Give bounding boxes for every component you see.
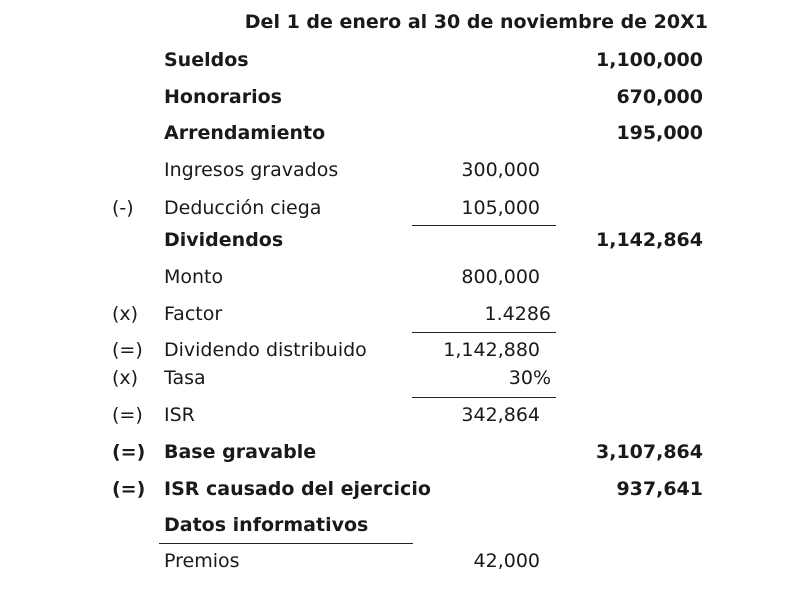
total-amount: 1,100,000 <box>596 49 703 71</box>
section-heading <box>0 512 809 538</box>
concept-label: Ingresos gravados <box>164 159 339 181</box>
partial-amount: 105,000 <box>461 197 540 219</box>
subtotal-rule <box>412 332 556 333</box>
table-row <box>0 365 809 391</box>
subtotal-rule <box>412 225 556 226</box>
total-amount: 670,000 <box>616 86 703 108</box>
concept-label: ISR <box>164 404 195 426</box>
concept-label: Arrendamiento <box>164 122 326 144</box>
table-row <box>0 84 809 110</box>
concept-label: Premios <box>164 550 240 572</box>
subtotal-rule <box>412 397 556 398</box>
operator: (x) <box>112 367 139 389</box>
concept-label: Dividendo distribuido <box>164 339 367 361</box>
table-row <box>0 337 809 363</box>
total-amount: 3,107,864 <box>596 441 703 463</box>
partial-amount: 800,000 <box>461 266 540 288</box>
operator: (x) <box>112 303 139 325</box>
table-row <box>0 227 809 253</box>
operator: (=) <box>112 441 146 463</box>
total-amount: 1,142,864 <box>596 229 703 251</box>
section-rule <box>159 543 413 544</box>
table-row <box>0 157 809 183</box>
table-row <box>0 195 809 221</box>
table-row <box>0 476 809 502</box>
partial-amount: 300,000 <box>461 159 540 181</box>
table-row <box>0 439 809 465</box>
total-amount: 937,641 <box>616 478 703 500</box>
table-row <box>0 120 809 146</box>
concept-label: Deducción ciega <box>164 197 322 219</box>
operator: (=) <box>112 404 143 426</box>
concept-label: Honorarios <box>164 86 282 108</box>
operator: (-) <box>112 197 134 219</box>
table-row <box>0 402 809 428</box>
concept-label: Sueldos <box>164 49 249 71</box>
total-amount: 195,000 <box>616 122 703 144</box>
partial-amount: 30% <box>508 367 551 389</box>
table-row <box>0 264 809 290</box>
partial-amount: 1,142,880 <box>443 339 540 361</box>
partial-amount: 342,864 <box>461 404 540 426</box>
partial-amount: 1.4286 <box>484 303 551 325</box>
concept-label: Datos informativos <box>164 514 369 536</box>
operator: (=) <box>112 339 143 361</box>
operator: (=) <box>112 478 146 500</box>
concept-label: ISR causado del ejercicio <box>164 478 431 500</box>
concept-label: Dividendos <box>164 229 284 251</box>
page-title: Del 1 de enero al 30 de noviembre de 20X1 <box>244 11 708 33</box>
concept-label: Base gravable <box>164 441 317 463</box>
table-row <box>0 47 809 73</box>
concept-label: Monto <box>164 266 224 288</box>
table-row <box>0 301 809 327</box>
concept-label: Tasa <box>164 367 206 389</box>
table-row <box>0 548 809 574</box>
partial-amount: 42,000 <box>473 550 540 572</box>
concept-label: Factor <box>164 303 223 325</box>
